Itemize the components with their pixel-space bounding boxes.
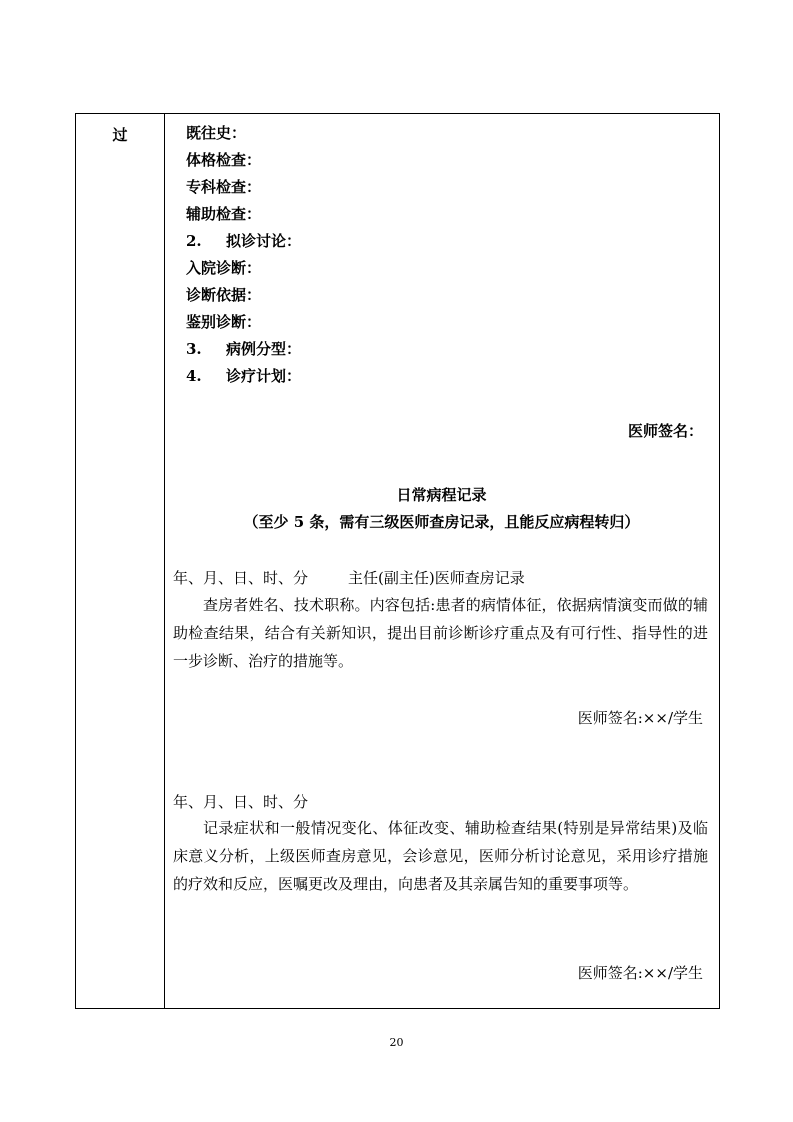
record-table <box>75 113 720 1009</box>
item-4-number: 4. <box>186 367 202 385</box>
item-3 <box>186 342 301 357</box>
entry-2-content: 记录症状和一般情况变化、体征改变、辅助检查结果(特别是异常结果)及临床意义分析，上级医师查房意见，会诊意见，医师分析讨论意见，采用诊疗措施的疗效和反应，医嘱更改及理由，向患者及其亲属告知的重要事项等。 <box>173 819 708 893</box>
daily-record-subtitle: （至少 5 条，需有三级医师查房记录，且能反应病程转归） <box>243 513 640 531</box>
entry-1-content: 查房者姓名、技术职称。内容包括:患者的病情体征，依据病情演变而做的辅助检查结果，结合有关新知识，提出目前诊断诊疗重点及有可行性、指导性的进一步诊断、治疗的措施等。 <box>173 596 708 670</box>
history-signature: 医师签名： <box>627 422 703 440</box>
entry-2-time: 年、月、日、时、分 <box>173 793 309 811</box>
item-2-text: 拟诊讨论： <box>226 232 302 250</box>
entry-1-signature: 医师签名:××/学生 <box>577 709 703 727</box>
left-column-label: 过 <box>112 126 128 144</box>
item-3-number: 3. <box>186 340 202 358</box>
diagnosis-basis-label: 诊断依据： <box>186 286 262 304</box>
differential-diagnosis-label: 鉴别诊断： <box>186 313 262 331</box>
item-2 <box>186 234 301 249</box>
auxiliary-exam-label: 辅助检查： <box>186 205 262 223</box>
admission-diagnosis-label: 入院诊断： <box>186 259 262 277</box>
column-divider <box>164 114 165 1008</box>
entry-1-header <box>173 571 525 586</box>
entry-1-time: 年、月、日、时、分 <box>173 569 309 587</box>
specialty-exam-label: 专科检查： <box>186 178 262 196</box>
item-4-text: 诊疗计划： <box>226 367 302 385</box>
item-2-number: 2. <box>186 232 202 250</box>
entry-2-signature: 医师签名:××/学生 <box>577 964 703 982</box>
page-number: 20 <box>389 1036 404 1049</box>
physical-exam-label: 体格检查： <box>186 151 262 169</box>
item-4 <box>186 369 301 384</box>
daily-record-title: 日常病程记录 <box>396 486 487 504</box>
entry-1-record-type: 主任(副主任)医师查房记录 <box>348 569 525 587</box>
past-history-label: 既往史： <box>186 124 247 142</box>
item-3-text: 病例分型： <box>226 340 302 358</box>
